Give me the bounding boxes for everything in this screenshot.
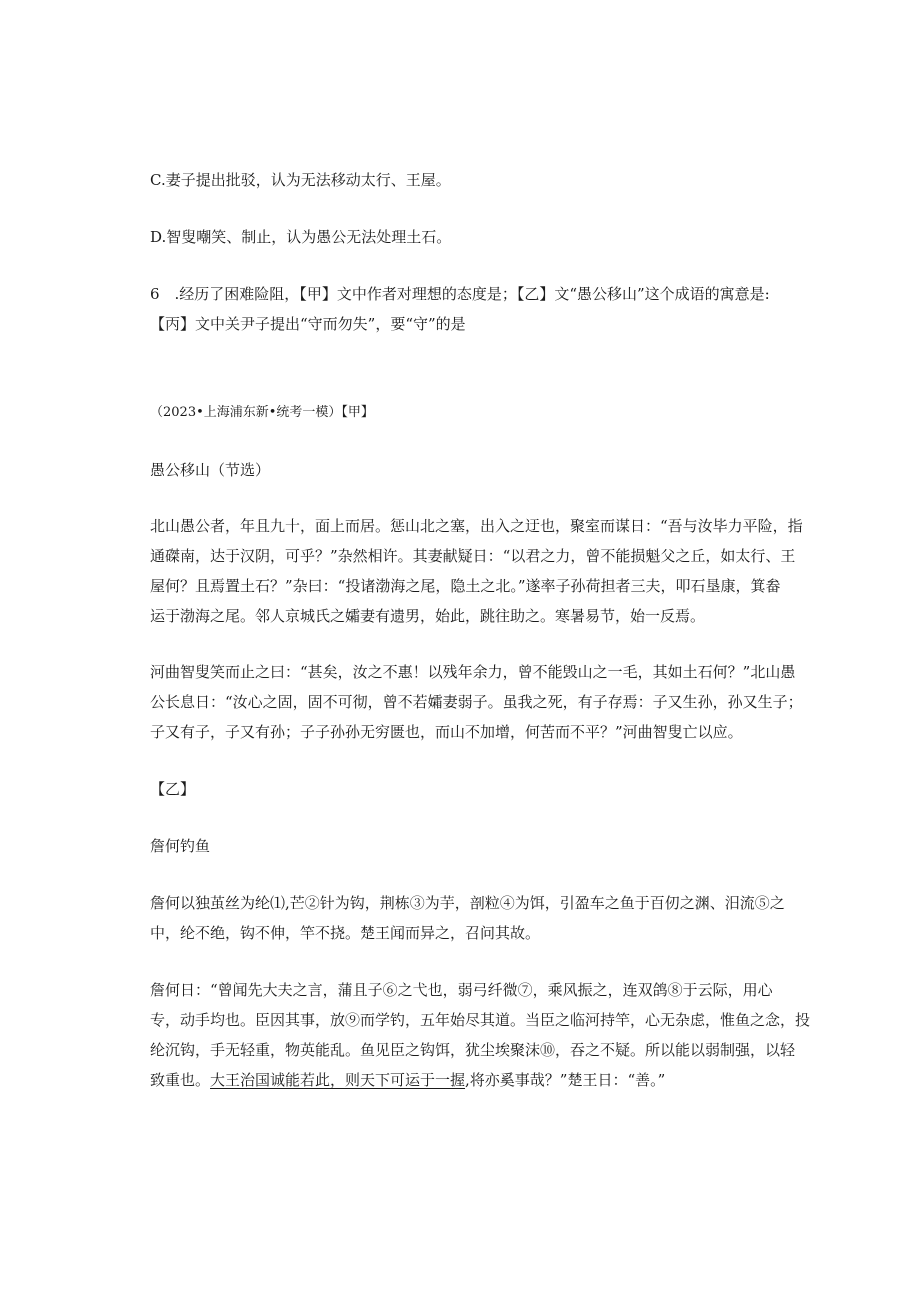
passage-jia-p2-line: 公长息日：“汝心之固，固不可彻，曾不若孀妻弱子。虽我之死，有子存焉：子又生孙，孙又生子； [150, 693, 803, 711]
source-note: （2023•上海浦东新•统考一模）【甲】 [150, 405, 374, 420]
passage-yi-p1-line: 中，纶不绝，钩不伸，竿不挠。楚王闻而异之，召问其故。 [150, 924, 541, 942]
passage-jia-p1-line: 运于渤海之尾。邻人京城氏之孀妻有遗男，始此，跳往助之。寒暑易节，始一反焉。 [150, 607, 706, 625]
passage-yi-p2-last-post: ,将亦奚事哉？”楚王日：“善。” [465, 1071, 666, 1089]
passage-yi-p2-last-line [150, 1069, 850, 1091]
passage-yi-title: 詹何钓鱼 [150, 837, 211, 855]
question-6-line-2: 【丙】文中关尹子提出“守而勿失”，要“守”的是 [150, 315, 466, 333]
passage-jia-p1-line: 北山愚公者，年且九十，面上而居。惩山北之塞，出入之迂也，聚室而谋日：“吾与汝毕力平险，指 [150, 517, 803, 535]
passage-yi-p2-line: 纶沉钩，手无轻重，物英能乱。鱼见臣之钩饵，犹尘埃聚沫⑩，吞之不疑。所以能以弱制强，以轻 [150, 1041, 796, 1059]
option-c: C.妻子提出批驳，认为无法移动太行、王屋。 [150, 171, 451, 189]
passage-jia-title: 愚公移山（节选） [150, 461, 271, 479]
passage-yi-p1-line: 詹何以独茧丝为纶⑴,芒②针为钩，荆栋③为芋，剖粒④为饵，引盈车之鱼于百仞之渊、汨流⑤之 [150, 894, 785, 912]
option-d: D.智叟嘲笑、制止，认为愚公无法处理土石。 [150, 228, 452, 246]
underlined-sentence: 大王治国诚能若此，则天下可运于一握 [210, 1071, 466, 1089]
passage-jia-p1-line: 屋何？且焉置土石？”杂曰：“投诸渤海之尾，隐土之北。”遂率子孙荷担者三夫，叩石垦康，箕畚 [150, 577, 781, 595]
passage-yi-p2-last-pre: 致重也。 [150, 1071, 211, 1089]
passage-jia-p1-line: 通磔南，达于汉阴，可乎？”杂然相许。其妻献疑日：“以君之力，曾不能损魁父之丘，如太行、王 [150, 547, 796, 565]
passage-yi-marker: 【乙】 [150, 780, 196, 798]
passage-yi-p2-line: 专，动手均也。臣因其事，放⑨而学钓，五年始尽其道。当臣之临河持竿，心无杂虑，惟鱼之念，投 [150, 1011, 811, 1029]
passage-yi-p2-line: 詹何日：“曾闻先大夫之言，蒲且子⑥之弋也，弱弓纤微⑦，乘风振之，连双鸽⑧于云际，用心 [150, 981, 773, 999]
question-6-line-1: 6 .经历了困难险阻，【甲】文中作者对理想的态度是；【乙】文“愚公移山”这个成语的寓意是: [150, 285, 770, 303]
passage-jia-p2-line: 子又有子，子又有孙；子子孙孙无穷匮也，而山不加增，何苦而不平？”河曲智叟亡以应。 [150, 723, 743, 741]
passage-jia-p2-line: 河曲智叟笑而止之曰：“甚矣，汝之不惠！以残年余力，曾不能毁山之一毛，其如土石何？”北山愚 [150, 663, 796, 681]
